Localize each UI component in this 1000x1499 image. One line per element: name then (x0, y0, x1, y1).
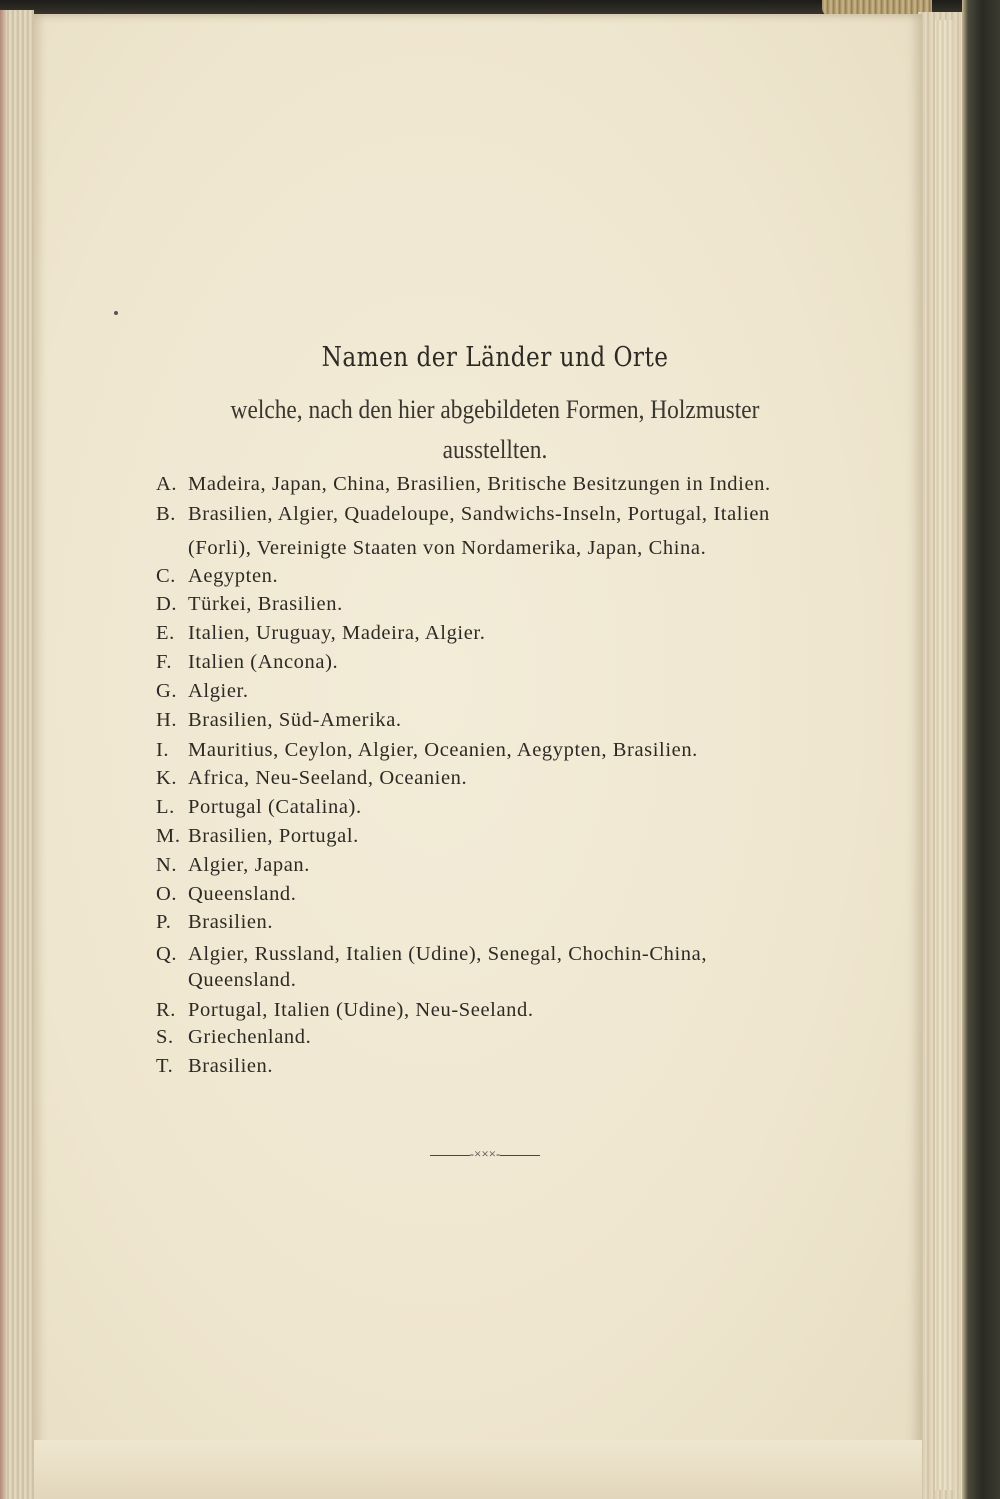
item-text: Italien, Uruguay, Madeira, Algier. (188, 622, 486, 644)
ornament-glyph: -×××- (469, 1146, 501, 1161)
item-text: Brasilien, Portugal. (188, 825, 359, 847)
item-letter: D. (156, 593, 178, 615)
item-letter: O. (156, 883, 178, 905)
item-letter: M. (156, 825, 181, 847)
divider-line-right (500, 1155, 540, 1156)
ornament-divider (430, 1146, 540, 1166)
item-text: Türkei, Brasilien. (188, 593, 343, 615)
item-letter: P. (156, 911, 172, 933)
subtitle-line-2: ausstellten. (442, 435, 548, 464)
item-text: Brasilien, Algier, Quadeloupe, Sandwichs-Inseln, Portugal, Italien (188, 503, 770, 525)
item-text: Portugal (Catalina). (188, 796, 362, 818)
item-letter: H. (156, 709, 178, 731)
item-text: Griechenland. (188, 1026, 312, 1048)
item-text: Italien (Ancona). (188, 651, 339, 673)
item-letter: Q. (156, 943, 178, 965)
item-text: Queensland. (188, 969, 297, 991)
page-subtitle (185, 390, 806, 470)
item-text: Africa, Neu-Seeland, Oceanien. (188, 767, 468, 789)
item-text: Brasilien. (188, 1055, 274, 1077)
item-text: Algier, Russland, Italien (Udine), Senegal, Chochin-China, (188, 943, 708, 965)
item-text: (Forli), Vereinigte Staaten von Nordamerika, Japan, China. (188, 537, 707, 559)
item-text: Brasilien. (188, 911, 274, 933)
page-title: Namen der Länder und Orte (321, 342, 669, 373)
item-letter: T. (156, 1055, 174, 1077)
item-letter: L. (156, 796, 175, 818)
item-letter: G. (156, 680, 178, 702)
item-text: Aegypten. (188, 565, 279, 587)
subtitle-line-1: welche, nach den hier abgebildeten Formen, Holzmuster (230, 395, 760, 424)
item-text: Madeira, Japan, China, Brasilien, Britische Besitzungen in Indien. (188, 473, 771, 495)
item-letter: C. (156, 565, 176, 587)
item-text: Algier, Japan. (188, 854, 311, 876)
item-letter: A. (156, 473, 178, 495)
item-text: Queensland. (188, 883, 297, 905)
item-letter: R. (156, 999, 176, 1021)
item-text: Algier. (188, 680, 249, 702)
item-text: Mauritius, Ceylon, Algier, Oceanien, Aegypten, Brasilien. (188, 739, 698, 761)
item-letter: K. (156, 767, 178, 789)
item-letter: I. (156, 739, 170, 761)
item-letter: S. (156, 1026, 174, 1048)
item-letter: F. (156, 651, 173, 673)
item-letter: E. (156, 622, 175, 644)
item-letter: N. (156, 854, 178, 876)
item-text: Brasilien, Süd-Amerika. (188, 709, 402, 731)
item-text: Portugal, Italien (Udine), Neu-Seeland. (188, 999, 534, 1021)
divider-line-left (430, 1155, 470, 1156)
item-letter: B. (156, 503, 176, 525)
